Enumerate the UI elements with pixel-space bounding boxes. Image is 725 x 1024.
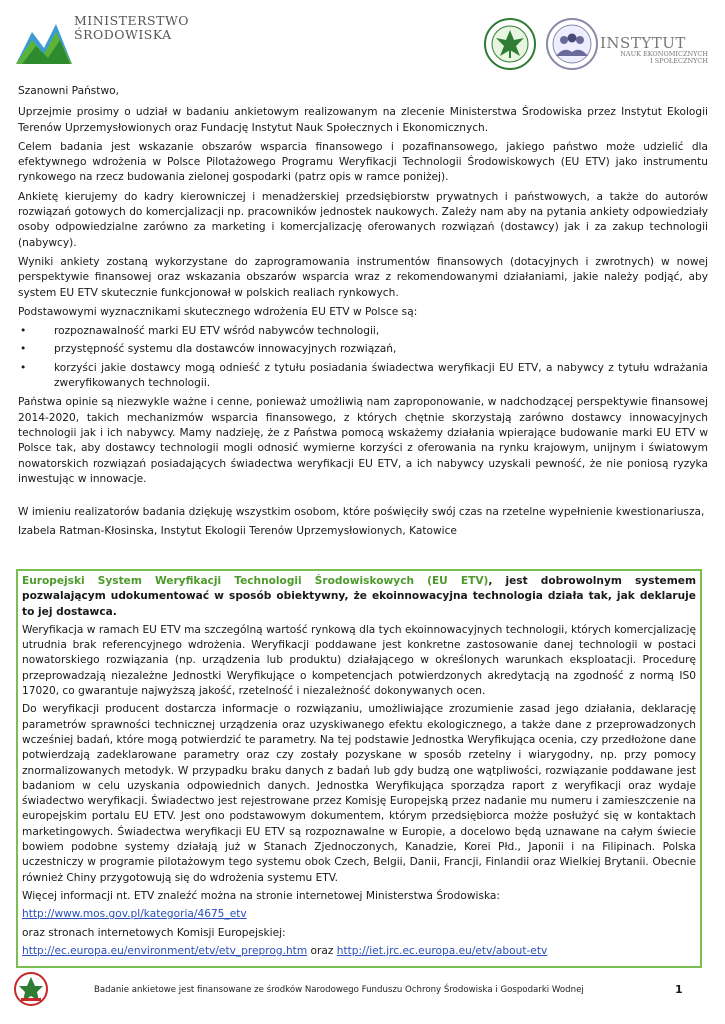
list-item: • rozpoznawalność marki EU ETV wśród nabywców technologii, <box>18 324 708 339</box>
paragraph-3: Ankietę kierujemy do kadry kierowniczej i menadżerskiej przedsiębiorstw prywatnych i państwowych, a także do autorów rozwiązań gotowych do komercjalizacji np. pracowników jednostek naukowych. Zależy nam aby na pytania ankiety odpowiedziały osoby odpowiedzialne zarówno za marketing i komercjalizację oferowanych rozwiązań (dostawcy) jak i za zakup technologii (nabywcy). <box>18 190 708 249</box>
ministry-logo-icon <box>14 10 74 66</box>
etv-info-box <box>16 569 702 968</box>
jrc-link[interactable]: http://iet.jrc.ec.europa.eu/etv/about-etv <box>336 944 548 957</box>
box-paragraph-2: Do weryfikacji producent dostarcza informacje o rozwiązaniu, umożliwiające zrozumienie zasad jego działania, deklarację parametrów sprawności technicznej urządzenia oraz uzyskiwanego efektu ekologicznego, a także dane z przeprowadzonych wcześniej badań, które mogą potwierdzić te parametry. Na tej podstawie Jednostka Weryfikująca ocenia, czy przedłożone dane potwierdzają zadeklarowane parametry oraz czy zostały pozyskane w sposób rzetelny i wiarygodny, np. przy pomocy znormalizowanych metodyk. W przypadku braku danych z badań lub gdy budzą one wątpliwości, rozwiązanie poddawane jest badaniom w celu uzyskania odpowiednich danych. Jednostka Weryfikująca sporządza raport z weryfikacji oraz wydaje świadectwo weryfikacji. Świadectwo jest rejestrowane przez Komisję Europejską przez nadanie mu numeru i zamieszczenie na europejskim portalu EU ETV. Jest ono podstawowym dokumentem, którym przedsiębiorca możże posłużyć się w kontaktach marketingowych. Świadectwa weryfikacji EU ETV są rozpoznawalne w Europie, a docelowo będą uznawane na całym świecie bowiem podobne systemy działają już w Stanach Zjednoczonych, Kanadzie, Korei Płd., Japonii i na Filipinach. Polska uczestniczy w programie pilotażowym tego systemu obok Czech, Belgii, Danii, Francji, Finlandii oraz Wielkiej Brytanii. Obecnie również Chiny przygotowują się do wdrożenia systemu ETV. <box>22 703 696 884</box>
insie-seal-icon <box>546 18 598 70</box>
salutation: Szanowni Państwo, <box>18 85 119 97</box>
ministry-name <box>74 14 189 42</box>
institute-subtitle-1: NAUK EKONOMICZNYCH <box>620 50 708 58</box>
footer-text: Badanie ankietowe jest finansowane ze środków Narodowego Funduszu Ochrony Środowiska i Gospodarki Wodnej <box>94 985 584 995</box>
paragraph-1: Uprzejmie prosimy o udział w badaniu ankietowym realizowanym na zlecenie Ministerstwa Środowiska przez Instytut Ekologii Terenów Uprzemysłowionych oraz Fundację Instytut Nauk Społecznych i Ekonomicznych. <box>18 106 708 134</box>
institute-name <box>600 36 708 65</box>
paragraph-2: Celem badania jest wskazanie obszarów wsparcia finansowego i pozafinansowego, jakiego państwo może udzielić dla efektywnego wdrożenia w Polsce Pilotażowego Programu Weryfikacji Technologii Środowiskowych (EU ETV) jako instrumentu rynkowego na rzecz budowania zielonej gospodarki (patrz opis w ramce poniżej). <box>18 140 708 184</box>
ministry-line-2: ŚRODOWISKA <box>74 27 172 42</box>
box-lead-text: , jest dobrowolnym systemem pozwalającym udokumentować w sposób obiektywny, że ekoinnowacyjna technologia działa tak, jak deklaruje to jej dostawca. <box>22 575 696 618</box>
nfosigw-logo-icon <box>14 972 48 1006</box>
thanks-line: W imieniu realizatorów badania dziękuję wszystkim osobom, które poświęciły swój czas na rzetelne wypełnienie kwestionariusza, <box>18 506 705 519</box>
success-factors-list <box>18 324 708 391</box>
mos-link[interactable]: http://www.mos.gov.pl/kategoria/4675_etv <box>22 908 247 921</box>
paragraph-6: Państwa opinie są niezwykle ważne i cenne, ponieważ umożliwią nam zaproponowanie, w nadchodzącej perspektywie finansowej 2014-2020, takich mechanizmów wsparcia finansowego, z których chętnie skorzystają zarówno dostawcy innowacyjnych technologii jak i ich nabywcy. Mamy nadzieję, że z Państwa pomocą wskażemy działania wpierające budowanie marki EU ETV w Polsce tak, aby dostawcy technologii mogli odnosić wymierne korzyści z oferowania na rynku krajowym, unijnym i światowym nowatorskich rozwiązań posiadających świadectwa weryfikacji EU ETV, a ich nabywcy uzyskali pewność, że nie poniosą ryzyka inwestując w innowacje. <box>18 396 708 485</box>
list-item: • korzyści jakie dostawcy mogą odnieść z tytułu posiadania świadectwa weryfikacji EU ETV, a nabywcy z tytułu wdrażania zweryfikowanych technologii. <box>18 361 708 392</box>
box-paragraph-1: Weryfikacja w ramach EU ETV ma szczególną wartość rynkową dla tych ekoinnowacyjnych technologii, których komercjalizację utrudnia brak referencyjnego wdrożenia. Weryfikacji poddawane jest konkretne zastosowanie danej technologii w postaci nowatorskiego rozwiązania (np. urządzenia lub produktu) działającego w określonych warunkach eksploatacji. Procedurę przeprowadzają niezależne Jednostki Weryfikujące o kompetencjach potwierdzonych akredytacją na zgodność z normą IS0 17020, co gwarantuje najwyższą jakość, rzetelność i niezależność dokonywanych ocen. <box>22 623 696 698</box>
ec-link[interactable]: http://ec.europa.eu/environment/etv/etv_preprog.htm <box>22 944 308 957</box>
ministry-line-1: MINISTERSTWO <box>74 13 190 28</box>
paragraph-4: Wyniki ankiety zostaną wykorzystane do zaprogramowania instrumentów finansowych (dotacyjnych i zwrotnych) w nowej perspektywie finansowej oraz wskazania obszarów wsparcia wraz z rekomendowanymi działaniami, jakie należy podjąć, aby system EU ETV skutecznie funkcjonował w polskich realiach rynkowych. <box>18 255 708 299</box>
letter-body <box>18 84 708 544</box>
page-number: 1 <box>675 983 683 996</box>
oraz-text: oraz <box>307 944 337 957</box>
box-lead-title: Europejski System Weryfikacji Technologii Środowiskowych (EU ETV) <box>22 575 489 587</box>
institute-title: INSTYTUT <box>600 34 686 52</box>
list-item: • przystępność systemu dla dostawców innowacyjnych rozwiązań, <box>18 342 708 357</box>
box-lead <box>22 574 696 620</box>
institute-subtitle-2: I SPOŁECZNYCH <box>650 57 708 65</box>
more-info-text: Więcej informacji nt. ETV znaleźć można na stronie internetowej Ministerstwa Środowiska: <box>22 889 500 902</box>
signature: Izabela Ratman-Kłosinska, Instytut Ekologii Terenów Uprzemysłowionych, Katowice <box>18 525 457 538</box>
ietu-seal-icon <box>484 18 536 70</box>
paragraph-5: Podstawowymi wyznacznikami skutecznego wdrożenia EU ETV w Polsce są: <box>18 305 418 318</box>
ec-text: oraz stronach internetowych Komisji Europejskiej: <box>22 926 286 939</box>
